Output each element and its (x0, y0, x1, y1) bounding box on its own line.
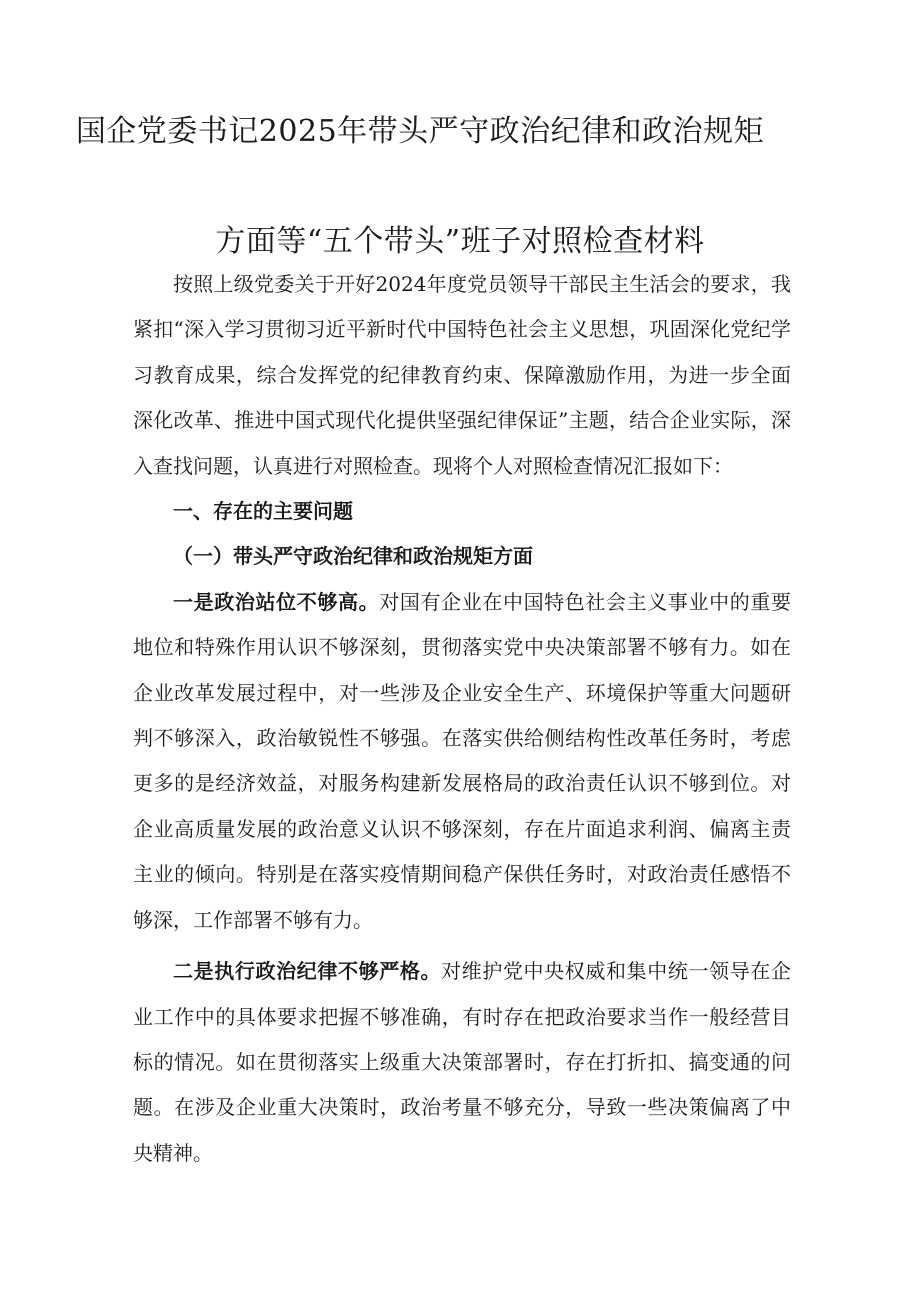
item-paragraph-2 (133, 949, 791, 1176)
item-paragraph-1 (133, 580, 791, 943)
item-text-1: 对国有企业在中国特色社会主义事业中的重要地位和特殊作用认识不够深刻，贯彻落实党中央决策部署不够有力。如在企业改革发展过程中，对一些涉及企业安全生产、环境保护等重大问题研判不够深入，政治敏锐性不够强。在落实供给侧结构性改革任务时，考虑更多的是经济效益，对服务构建新发展格局的政治责任认识不够到位。对企业高质量发展的政治意义认识不够深刻，存在片面追求利润、偏离主责主业的倾向。特别是在落实疫情期间稳产保供任务时，对政治责任感悟不够深，工作部署不够有力。 (133, 589, 792, 932)
section-heading: 一、存在的主要问题 (173, 499, 353, 524)
subsection-heading: （一）带头严守政治纪律和政治规矩方面 (173, 544, 533, 569)
document-title-line-2: 方面等“五个带头”班子对照检查材料 (215, 224, 705, 259)
document-body (133, 262, 791, 1176)
item-text-2: 对维护党中央权威和集中统一领导在企业工作中的具体要求把握不够准确，有时存在把政治要求当作一般经营目标的情况。如在贯彻落实上级重大决策部署时，存在打折扣、搞变通的问题。在涉及企业重大决策时，政治考量不够充分，导致一些决策偏离了中央精神。 (133, 959, 792, 1165)
document-title-line-1: 国企党委书记2025年带头严守政治纪律和政治规矩 (75, 114, 765, 149)
item-lead-1: 一是政治站位不够高。 (173, 589, 380, 614)
item-lead-2: 二是执行政治纪律不够严格。 (173, 959, 442, 984)
intro-paragraph: 按照上级党委关于开好2024年度党员领导干部民主生活会的要求，我紧扣“深入学习贯彻习近平新时代中国特色社会主义思想，巩固深化党纪学习教育成果，综合发挥党的纪律教育约束、保障激励作用，为进一步全面深化改革、推进中国式现代化提供坚强纪律保证”主题，结合企业实际，深入查找问题，认真进行对照检查。现将个人对照检查情况汇报如下： (133, 272, 791, 478)
